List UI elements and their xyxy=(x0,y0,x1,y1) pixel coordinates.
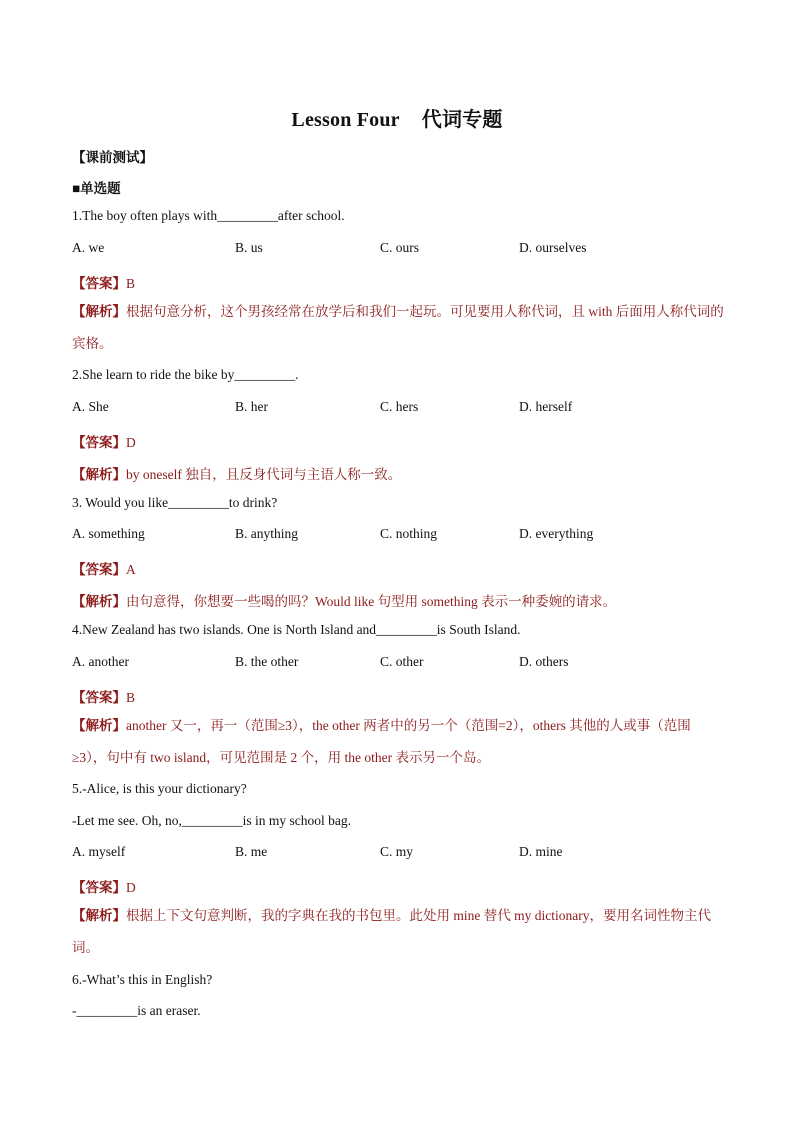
option-c: C. other xyxy=(380,654,424,669)
option-b: B. us xyxy=(235,240,263,255)
section-heading: 【课前测试】 xyxy=(72,150,153,165)
subsection-heading: ■单选题 xyxy=(72,181,121,196)
title-english: Lesson Four xyxy=(291,109,400,131)
page-title xyxy=(0,103,794,132)
title-chinese: 代词专题 xyxy=(421,109,503,131)
option-a: A. another xyxy=(72,654,129,669)
analysis-text: 由句意得，你想要一些喝的吗？Would like 句型用 something 表示一种委婉的请求。 xyxy=(126,594,617,609)
option-d: D. mine xyxy=(519,844,563,859)
question-4-options xyxy=(72,654,722,674)
option-d: D. others xyxy=(519,654,569,669)
question-2-options xyxy=(72,399,722,419)
analysis-tag: 【解析】 xyxy=(72,594,126,609)
question-3-options xyxy=(72,526,722,546)
answer-value: D xyxy=(126,880,136,895)
answer-tag: 【答案】 xyxy=(72,435,126,450)
option-b: B. anything xyxy=(235,526,298,541)
answer-tag: 【答案】 xyxy=(72,276,126,291)
analysis-text: by oneself 独自，且反身代词与主语人称一致。 xyxy=(126,467,402,482)
question-3-stem: 3. Would you like_________to drink? xyxy=(72,495,278,510)
question-1-analysis xyxy=(72,296,724,360)
question-6-stem-line-2: -_________is an eraser. xyxy=(72,1003,201,1018)
question-2-stem: 2.She learn to ride the bike by_________. xyxy=(72,367,299,382)
question-3-analysis xyxy=(72,590,616,610)
option-b: B. her xyxy=(235,399,268,414)
answer-value: A xyxy=(126,562,136,577)
analysis-text: 根据上下文句意判断，我的字典在我的书包里。此处用 mine 替代 my dictionary，要用名词性物主代词。 xyxy=(72,908,711,955)
analysis-text: another 又一，再一（范围≥3），the other 两者中的另一个（范围=2），others 其他的人或事（范围≥3），句中有 two island，可见范围是 2 个，用 the other 表示另一个岛。 xyxy=(72,718,691,765)
option-b: B. the other xyxy=(235,654,299,669)
option-c: C. hers xyxy=(380,399,419,414)
question-5-stem-line-2: -Let me see. Oh, no,_________is in my school bag. xyxy=(72,813,351,828)
option-c: C. nothing xyxy=(380,526,438,541)
question-1-answer xyxy=(72,272,135,292)
question-4-answer xyxy=(72,686,135,706)
question-3-answer xyxy=(72,558,136,578)
question-5-answer xyxy=(72,876,136,896)
answer-value: D xyxy=(126,435,136,450)
question-6-stem: 6.-What’s this in English? xyxy=(72,972,213,987)
option-b: B. me xyxy=(235,844,268,859)
option-d: D. herself xyxy=(519,399,573,414)
question-5-options xyxy=(72,844,722,864)
option-a: A. we xyxy=(72,240,105,255)
question-5-stem: 5.-Alice, is this your dictionary? xyxy=(72,781,247,796)
option-d: D. ourselves xyxy=(519,240,587,255)
answer-tag: 【答案】 xyxy=(72,690,126,705)
option-c: C. my xyxy=(380,844,414,859)
question-1-stem: 1.The boy often plays with_________after school. xyxy=(72,208,345,223)
question-4-stem: 4.New Zealand has two islands. One is North Island and_________is South Island. xyxy=(72,622,521,637)
question-2-analysis xyxy=(72,463,401,483)
question-2-answer xyxy=(72,431,136,451)
option-a: A. myself xyxy=(72,844,126,859)
analysis-tag: 【解析】 xyxy=(72,304,126,319)
question-5-analysis xyxy=(72,900,724,964)
option-a: A. something xyxy=(72,526,145,541)
option-c: C. ours xyxy=(380,240,420,255)
analysis-tag: 【解析】 xyxy=(72,908,126,923)
question-4-analysis xyxy=(72,710,724,774)
answer-value: B xyxy=(126,276,136,291)
option-d: D. everything xyxy=(519,526,594,541)
answer-tag: 【答案】 xyxy=(72,880,126,895)
analysis-tag: 【解析】 xyxy=(72,718,126,733)
question-1-options xyxy=(72,240,722,260)
option-a: A. She xyxy=(72,399,109,414)
answer-tag: 【答案】 xyxy=(72,562,126,577)
analysis-tag: 【解析】 xyxy=(72,467,126,482)
answer-value: B xyxy=(126,690,136,705)
analysis-text: 根据句意分析，这个男孩经常在放学后和我们一起玩。可见要用人称代词，且 with 后面用人称代词的宾格。 xyxy=(72,304,724,351)
